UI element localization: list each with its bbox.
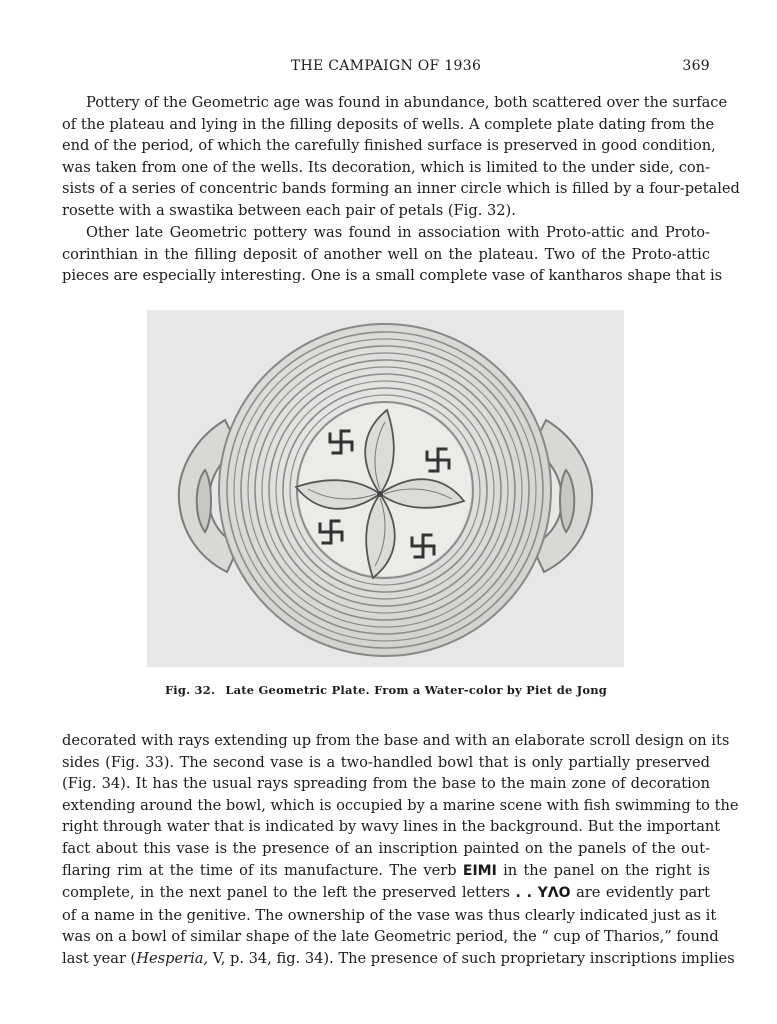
text-segment: flaring rim at the time of its manufacture. The verb	[62, 861, 457, 879]
text-segment: complete, in the next panel to the left the preserved letters	[62, 884, 511, 902]
paragraph-protoattic-vases	[62, 730, 739, 970]
text-line: sides (Fig. 33). The second vase is a two-handled bowl that is only partially preserved	[62, 753, 710, 771]
text-line: was taken from one of the wells. Its decoration, which is limited to the under side, con-	[62, 158, 710, 176]
text-line: of the plateau and lying in the filling deposits of wells. A complete plate dating from the	[62, 115, 715, 133]
greek-inscription: . . ΥΛΟ	[515, 885, 571, 902]
paragraph-geometric-pottery	[62, 92, 740, 222]
journal-citation: Hesperia,	[136, 949, 209, 967]
text-line: pieces are especially interesting. One is a small complete vase of kantharos shape that is	[62, 267, 723, 285]
figure-plate-image	[147, 310, 624, 667]
text-line: rosette with a swastika between each pair of petals (Fig. 32).	[62, 201, 516, 219]
text-line-with-inscription	[62, 860, 710, 883]
page-number: 369	[682, 58, 710, 74]
text-line: decorated with rays extending up from the base and with an elaborate scroll design on its	[62, 732, 730, 749]
text-segment: V, p. 34, fig. 34). The presence of such proprietary inscriptions implies	[212, 949, 735, 967]
rosette-center	[377, 491, 383, 497]
text-line: Other late Geometric pottery was found in association with Proto-attic and Proto-	[86, 224, 710, 241]
geometric-plate-illustration	[147, 310, 624, 667]
text-line: sists of a series of concentric bands forming an inner circle which is filled by a four-petaled	[62, 180, 740, 198]
text-segment: are evidently part	[576, 884, 710, 902]
greek-inscription: ΕΙΜΙ	[462, 862, 497, 879]
running-title: THE CAMPAIGN OF 1936	[290, 58, 482, 74]
text-line: was on a bowl of similar shape of the late Geometric period, the “ cup of Tharios,” found	[62, 928, 719, 946]
text-line: corinthian in the filling deposit of another well on the plateau. Two of the Proto-attic	[62, 245, 710, 263]
figure-caption-text: Late Geometric Plate. From a Water-color by Piet de Jong	[225, 683, 608, 697]
figure-caption	[62, 683, 710, 697]
text-line-with-citation	[62, 948, 735, 970]
text-segment: in the panel on the right is	[503, 861, 710, 879]
text-line: right through water that is indicated by wavy lines in the background. But the important	[62, 818, 721, 836]
text-line: Pottery of the Geometric age was found in abundance, both scattered over the surface	[86, 94, 728, 111]
figure-number: Fig. 32.	[164, 683, 216, 697]
text-line: of a name in the genitive. The ownership of the vase was thus clearly indicated just as it	[62, 906, 717, 924]
running-head	[62, 58, 710, 80]
text-segment: last year (	[62, 949, 137, 967]
text-line: (Fig. 34). It has the usual rays spreading from the base to the main zone of decoration	[62, 775, 710, 793]
text-line-with-inscription	[62, 882, 710, 905]
text-line: end of the period, of which the carefully finished surface is preserved in good condition,	[62, 137, 716, 155]
paragraph-late-geometric	[62, 222, 723, 287]
text-line: fact about this vase is the presence of an inscription painted on the panels of the out-	[62, 839, 710, 857]
text-line: extending around the bowl, which is occupied by a marine scene with fish swimming to the	[62, 796, 739, 814]
